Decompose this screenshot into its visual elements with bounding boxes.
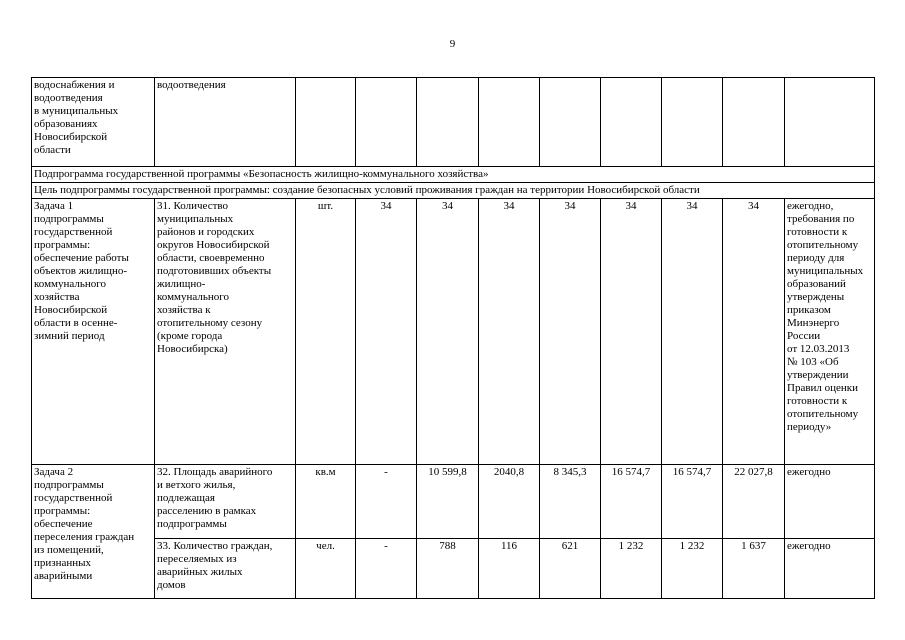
indicator-cell: 31. Количество муниципальных районов и городских округов Новосибирской области, своевременно подготовивших объекты жилищно- коммунального хозяйства к отопительному сезону (кроме города Новосибирска) [155, 199, 296, 465]
value-cell: 34 [662, 199, 723, 465]
value-cell: 788 [417, 539, 479, 599]
value-cell: 34 [540, 199, 601, 465]
value-cell: 16 574,7 [601, 465, 662, 539]
unit-cell [296, 78, 356, 167]
indicators-table [31, 77, 875, 599]
value-cell [723, 78, 785, 167]
value-cell: 22 027,8 [723, 465, 785, 539]
value-cell: 34 [723, 199, 785, 465]
table-row [32, 78, 875, 167]
goal-row [32, 183, 875, 199]
value-cell [417, 78, 479, 167]
task-cell: Задача 2 подпрограммы государственной программы: обеспечение переселения граждан из помещений, признанных аварийными [32, 465, 155, 599]
value-cell: 1 232 [662, 539, 723, 599]
value-cell: 2040,8 [479, 465, 540, 539]
goal-title: Цель подпрограммы государственной программы: создание безопасных условий проживания граждан на территории Новосибирской области [32, 183, 875, 199]
indicator-cell: 32. Площадь аварийного и ветхого жилья, подлежащая расселению в рамках подпрограммы [155, 465, 296, 539]
value-cell: 10 599,8 [417, 465, 479, 539]
value-cell [356, 78, 417, 167]
subprogram-title: Подпрограмма государственной программы «Безопасность жилищно-коммунального хозяйства» [32, 167, 875, 183]
indicator-cell: водоотведения [155, 78, 296, 167]
note-cell: ежегодно, требования по готовности к отопительному периоду для муниципальных образований утверждены приказом Минэнерго России от 12.03.2013 № 103 «Об утверждении Правил оценки готовности к отопительному периоду» [785, 199, 875, 465]
value-cell: 1 637 [723, 539, 785, 599]
unit-cell: шт. [296, 199, 356, 465]
value-cell [662, 78, 723, 167]
note-cell: ежегодно [785, 465, 875, 539]
value-cell [601, 78, 662, 167]
value-cell: 116 [479, 539, 540, 599]
unit-cell: чел. [296, 539, 356, 599]
table-row [32, 465, 875, 539]
value-cell [479, 78, 540, 167]
value-cell: 621 [540, 539, 601, 599]
value-cell: - [356, 539, 417, 599]
value-cell: 16 574,7 [662, 465, 723, 539]
value-cell: 34 [479, 199, 540, 465]
value-cell: 1 232 [601, 539, 662, 599]
value-cell [540, 78, 601, 167]
unit-cell: кв.м [296, 465, 356, 539]
value-cell: - [356, 465, 417, 539]
task-cell: водоснабжения и водоотведения в муниципальных образованиях Новосибирской области [32, 78, 155, 167]
task-cell: Задача 1 подпрограммы государственной программы: обеспечение работы объектов жилищно- коммунального хозяйства Новосибирской области в осенне- зимний период [32, 199, 155, 465]
value-cell: 8 345,3 [540, 465, 601, 539]
note-cell [785, 78, 875, 167]
value-cell: 34 [601, 199, 662, 465]
indicator-cell: 33. Количество граждан, переселяемых из аварийных жилых домов [155, 539, 296, 599]
table-row [32, 199, 875, 465]
table-row [32, 539, 875, 599]
value-cell: 34 [356, 199, 417, 465]
page-number: 9 [449, 38, 456, 50]
subprogram-row [32, 167, 875, 183]
note-cell: ежегодно [785, 539, 875, 599]
value-cell: 34 [417, 199, 479, 465]
